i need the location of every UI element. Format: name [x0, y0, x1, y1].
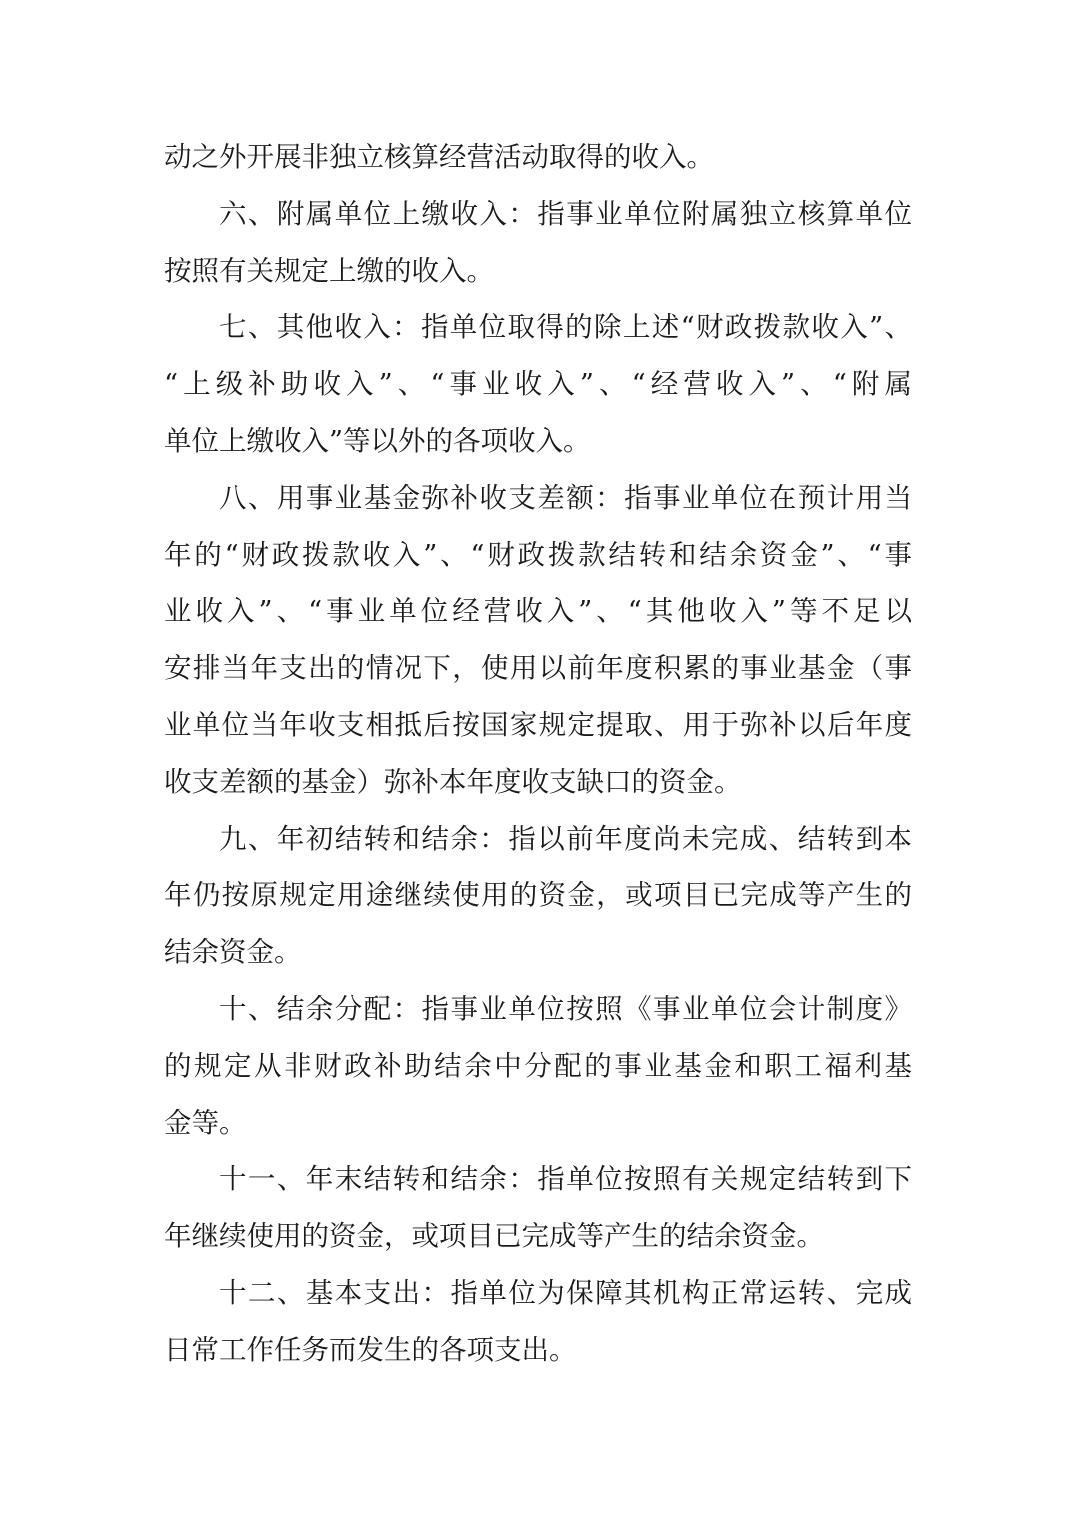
paragraph-continuation [164, 129, 912, 186]
text-line: 六、附属单位上缴收入：指事业单位附属独立核算单位 [219, 197, 912, 230]
paragraph-item-12 [164, 1265, 912, 1379]
text-line: 七、其他收入：指单位取得的除上述“财政拨款收入”、 [219, 311, 912, 344]
text-line: 结余资金。 [164, 936, 302, 969]
text-line: 年仍按原规定用途继续使用的资金，或项目已完成等产生的 [164, 879, 912, 912]
text-line: 业收入”、“事业单位经营收入”、“其他收入”等不足以 [164, 595, 912, 628]
paragraph-item-6 [164, 186, 912, 300]
text-line: 年继续使用的资金，或项目已完成等产生的结余资金。 [164, 1220, 824, 1253]
text-line: 十、结余分配：指事业单位按照《事业单位会计制度》 [219, 992, 912, 1025]
paragraph-item-8 [164, 470, 912, 811]
text-line: 九、年初结转和结余：指以前年度尚未完成、结转到本 [219, 822, 912, 855]
text-line: 日常工作任务而发生的各项支出。 [164, 1333, 577, 1366]
paragraph-item-7 [164, 299, 912, 469]
text-line: 金等。 [164, 1106, 247, 1139]
document-body [164, 129, 912, 1379]
text-line: 安排当年支出的情况下，使用以前年度积累的事业基金（事 [164, 652, 912, 685]
text-line: 八、用事业基金弥补收支差额：指事业单位在预计用当 [219, 481, 912, 514]
text-line: 动之外开展非独立核算经营活动取得的收入。 [164, 141, 714, 173]
text-line: 十一、年末结转和结余：指单位按照有关规定结转到下 [219, 1163, 912, 1196]
text-line: 的规定从非财政补助结余中分配的事业基金和职工福利基 [164, 1049, 912, 1082]
text-line: 按照有关规定上缴的收入。 [164, 254, 494, 287]
text-line: 业单位当年收支相抵后按国家规定提取、用于弥补以后年度 [164, 708, 912, 741]
paragraph-item-11 [164, 1151, 912, 1265]
paragraph-item-10 [164, 981, 912, 1151]
text-line: 十二、基本支出：指单位为保障其机构正常运转、完成 [219, 1276, 912, 1309]
text-line: 单位上缴收入”等以外的各项收入。 [164, 424, 591, 457]
text-line: 年的“财政拨款收入”、“财政拨款结转和结余资金”、“事 [164, 538, 912, 571]
text-line: “上级补助收入”、“事业收入”、“经营收入”、“附属 [164, 368, 912, 401]
paragraph-item-9 [164, 811, 912, 981]
text-line: 收支差额的基金）弥补本年度收支缺口的资金。 [164, 765, 742, 798]
